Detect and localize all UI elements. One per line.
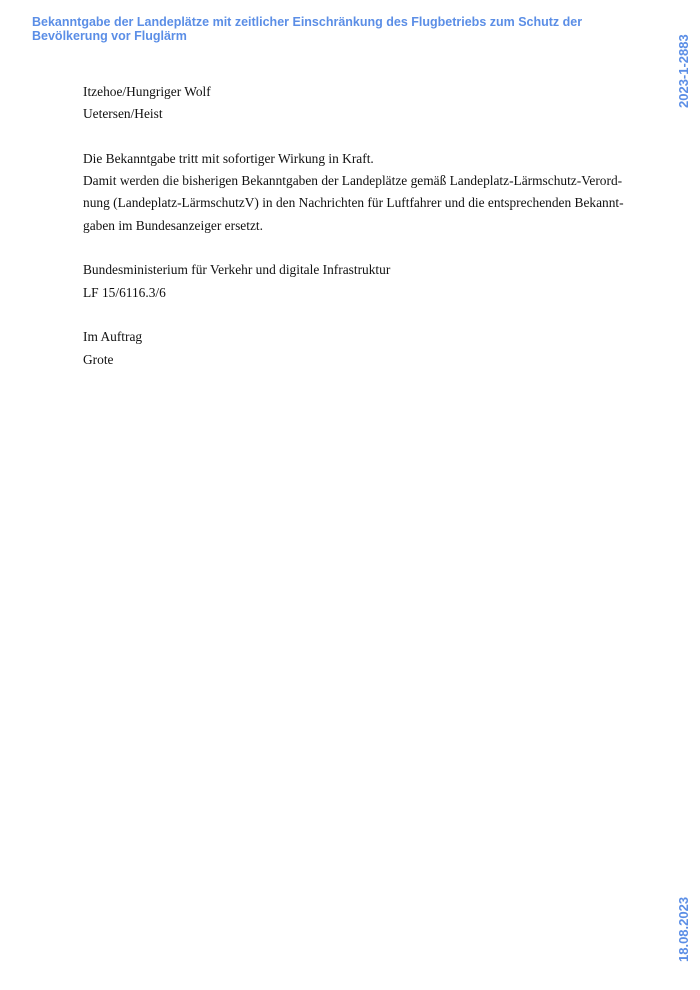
file-number: LF 15/6116.3/6 bbox=[83, 284, 166, 300]
document-date: 18.08.2023 bbox=[676, 896, 691, 962]
document-title: Bekanntgabe der Landeplätze mit zeitlicher Einschränkung des Flugbetriebs zum Schutz der Bevölkerung vor Fluglärm bbox=[32, 15, 583, 43]
authority-name: Bundesministerium für Verkehr und digitale Infrastruktur bbox=[83, 262, 391, 278]
replacement-line: gaben im Bundesanzeiger ersetzt. bbox=[83, 217, 263, 233]
effect-paragraph bbox=[83, 148, 624, 237]
signature-prefix: Im Auftrag bbox=[83, 329, 143, 345]
signatory-name: Grote bbox=[83, 351, 114, 367]
document-body bbox=[83, 81, 624, 371]
replacement-line: nung (Landeplatz-LärmschutzV) in den Nachrichten für Luftfahrer und die entsprechenden Bekannt- bbox=[83, 195, 624, 211]
place-list bbox=[83, 81, 613, 126]
document-reference-number: 2023-1-2883 bbox=[676, 34, 691, 108]
place-item: Uetersen/Heist bbox=[83, 106, 163, 122]
signature-block bbox=[83, 326, 613, 371]
authority-block bbox=[83, 259, 613, 304]
place-item: Itzehoe/Hungriger Wolf bbox=[83, 84, 211, 99]
replacement-line: Damit werden die bisherigen Bekanntgaben der Landeplätze gemäß Landeplatz-Lärmschutz-Verord- bbox=[83, 173, 623, 189]
effect-sentence: Die Bekanntgabe tritt mit sofortiger Wirkung in Kraft. bbox=[83, 150, 374, 166]
